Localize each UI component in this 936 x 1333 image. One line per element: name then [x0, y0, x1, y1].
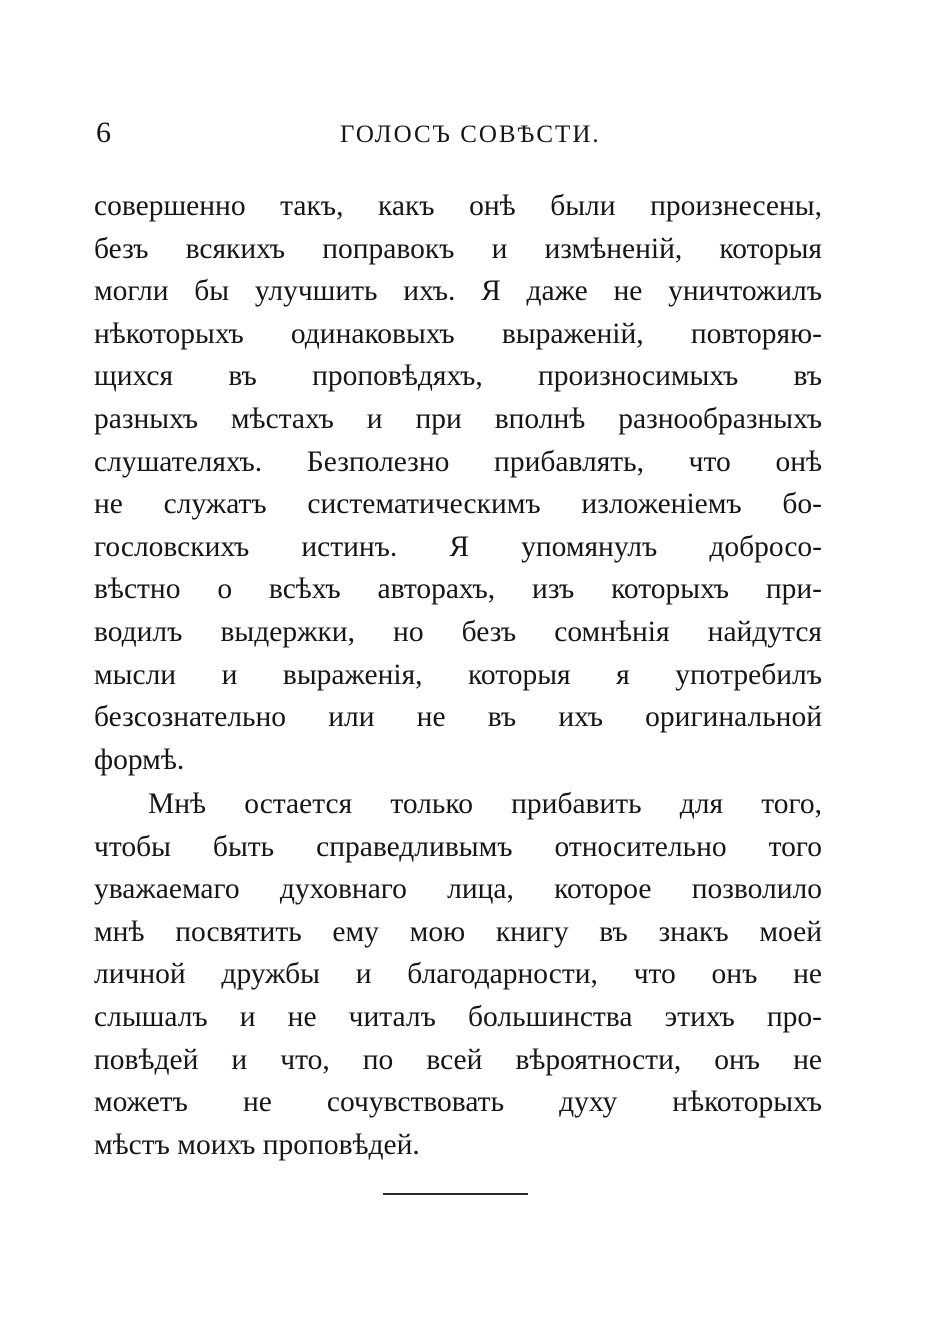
running-title: ГОЛОСЪ СОВѢСТИ. — [340, 121, 601, 148]
text-line: чтобы быть справедливымъ относительно того — [94, 830, 822, 863]
text-line: мнѣ посвятить ему мою книгу въ знакъ моей — [94, 915, 822, 948]
text-line: мысли и выраженія, которыя я употребилъ — [94, 658, 822, 691]
text-line: личной дружбы и благодарности, что онъ не — [94, 958, 822, 991]
text-line: Мнѣ остается только прибавить для того, — [148, 788, 822, 820]
paragraph-2 — [94, 783, 822, 1166]
page-number: 6 — [96, 116, 111, 149]
text-line: мѣстъ моихъ проповѣдей. — [94, 1128, 420, 1161]
text-line: щихся въ проповѣдяхъ, произносимыхъ въ — [94, 360, 822, 393]
text-line: гословскихъ истинъ. Я упомянулъ добросо- — [94, 530, 822, 563]
text-line: можетъ не сочувствовать духу нѣкоторыхъ — [94, 1086, 822, 1119]
text-line: формѣ. — [94, 743, 185, 776]
text-line: разныхъ мѣстахъ и при вполнѣ разнообразныхъ — [94, 402, 822, 435]
text-line: слушателяхъ. Безполезно прибавлять, что онѣ — [94, 445, 822, 478]
text-line: вѣстно о всѣхъ авторахъ, изъ которыхъ при- — [94, 573, 822, 606]
text-line: совершенно такъ, какъ онѣ были произнесены, — [94, 190, 822, 222]
text-line: не служатъ систематическимъ изложеніемъ бо- — [94, 488, 822, 521]
text-line: уважаемаго духовнаго лица, которое позволило — [94, 873, 822, 906]
text-line: безсознательно или не въ ихъ оригинальной — [94, 701, 822, 734]
text-line: слышалъ и не читалъ большинства этихъ про- — [94, 1000, 822, 1033]
end-rule — [383, 1193, 528, 1195]
paragraph-1 — [94, 185, 822, 781]
text-line: безъ всякихъ поправокъ и измѣненій, которыя — [94, 232, 822, 265]
text-line: водилъ выдержки, но безъ сомнѣнія найдутся — [94, 615, 822, 648]
text-line: могли бы улучшить ихъ. Я даже не уничтожилъ — [94, 275, 822, 308]
text-line: нѣкоторыхъ одинаковыхъ выраженій, повторяю- — [94, 317, 822, 350]
text-line: повѣдей и что, по всей вѣроятности, онъ не — [94, 1043, 822, 1076]
